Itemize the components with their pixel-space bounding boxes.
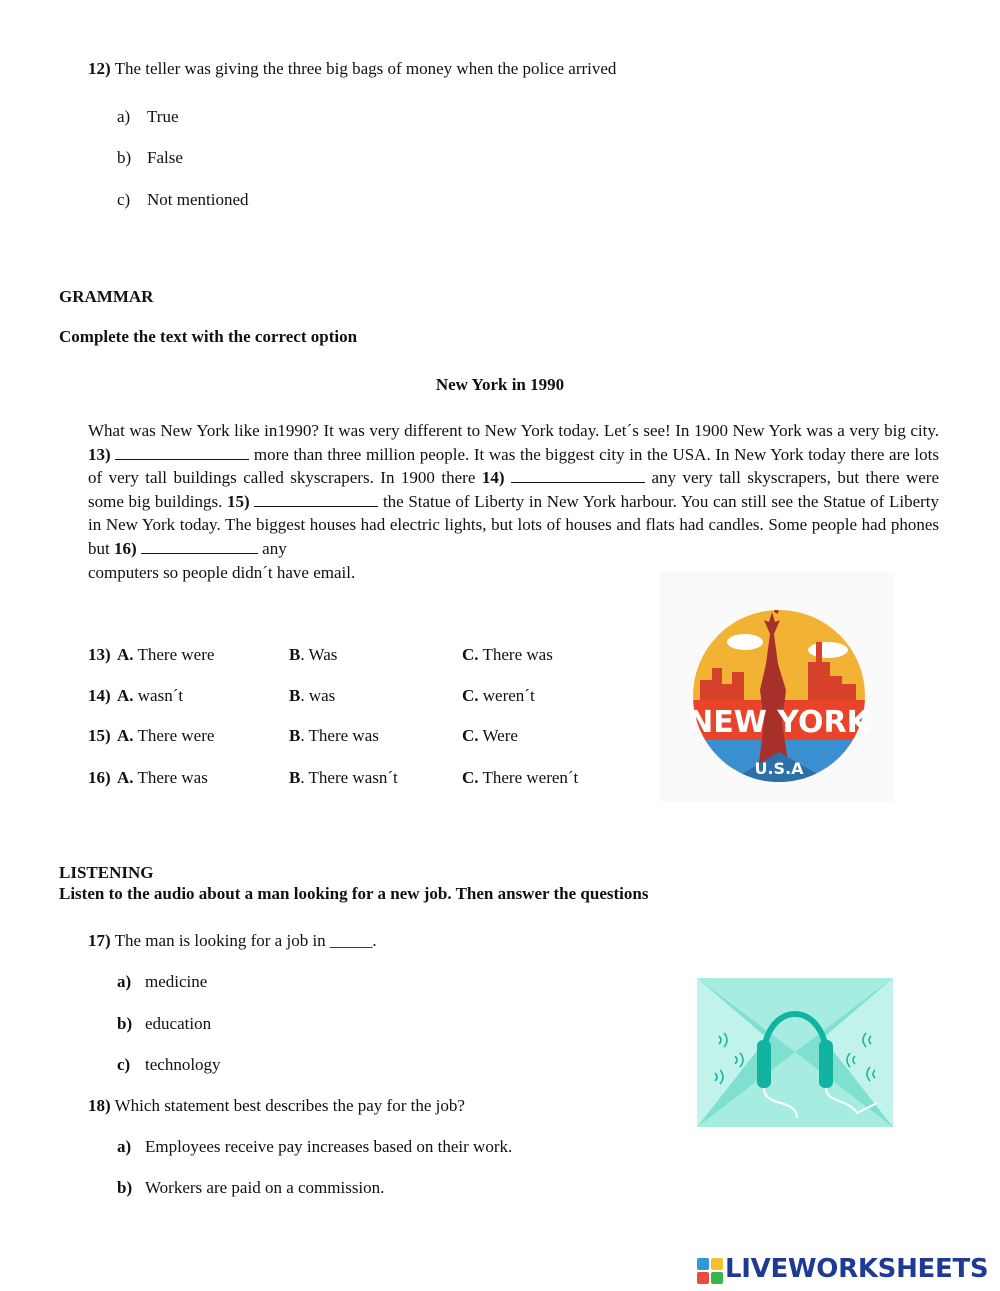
- question-text: The teller was giving the three big bags of money when the police arrived: [114, 59, 617, 78]
- option-17b[interactable]: [117, 1014, 211, 1034]
- question-17: [88, 931, 377, 951]
- blank-15[interactable]: [254, 492, 378, 507]
- headphones-image: [697, 978, 893, 1127]
- liveworksheets-logo[interactable]: [697, 1254, 995, 1288]
- question-number: 14): [88, 686, 111, 705]
- question-12: [88, 59, 616, 79]
- logo-text: LIVEWORKSHEETS: [725, 1254, 989, 1284]
- option-12a[interactable]: [117, 107, 179, 127]
- option-a[interactable]: A. wasn´t: [117, 686, 184, 705]
- option-letter: b): [117, 1014, 133, 1033]
- question-text: The man is looking for a job in _____.: [114, 931, 377, 950]
- option-c[interactable]: C. Were: [462, 726, 518, 745]
- option-a[interactable]: A. There were: [117, 726, 215, 745]
- option-text: medicine: [145, 972, 208, 991]
- option-text: Workers are paid on a commission.: [145, 1178, 385, 1197]
- option-text: True: [147, 107, 179, 126]
- option-text: Not mentioned: [147, 190, 249, 209]
- question-18: [88, 1096, 465, 1116]
- grammar-heading: GRAMMAR: [59, 287, 154, 306]
- question-number: 15): [88, 726, 111, 745]
- option-b[interactable]: B. There was: [289, 726, 379, 745]
- option-letter: a): [117, 1137, 132, 1156]
- option-b[interactable]: B. Was: [289, 645, 338, 664]
- passage-text: computers so people didn´t have email.: [88, 562, 356, 582]
- option-letter: a): [117, 972, 132, 991]
- passage-text: the Statue of Liberty in New York harbour. You can still see the Statue of Liberty in New York today. The biggest houses had electric lights, but lots of houses and flats had candles. Some people had phones but: [88, 491, 940, 558]
- option-letter: b): [117, 148, 132, 167]
- option-b[interactable]: B. There wasn´t: [289, 768, 398, 787]
- option-c[interactable]: C. weren´t: [462, 686, 535, 705]
- blank-16[interactable]: [141, 539, 258, 554]
- option-a[interactable]: A. There were: [117, 645, 215, 664]
- blank-14[interactable]: [511, 468, 645, 483]
- passage-text: more than three million people. It was the biggest city in the USA. In New York today there are lots of very tall buildings called skyscrapers. In 1900 there: [88, 444, 939, 488]
- option-17c[interactable]: [117, 1055, 221, 1075]
- blank-13[interactable]: [115, 445, 249, 460]
- listening-heading: LISTENING: [59, 863, 154, 882]
- new-york-badge-image: [660, 572, 894, 802]
- passage-title: New York in 1990: [435, 375, 565, 394]
- question-number: 12): [88, 59, 111, 78]
- option-text: Employees receive pay increases based on their work.: [145, 1137, 513, 1156]
- question-number: 13): [88, 645, 111, 664]
- option-letter: c): [117, 1055, 131, 1074]
- question-text: Which statement best describes the pay for the job?: [114, 1096, 465, 1115]
- listening-instruction: Listen to the audio about a man looking for a new job. Then answer the questions: [59, 884, 649, 903]
- option-letter: b): [117, 1178, 133, 1197]
- option-12c[interactable]: [117, 190, 249, 210]
- option-text: False: [147, 148, 183, 167]
- badge-subtext: U.S.A: [754, 759, 804, 778]
- passage-text: What was New York like in1990? It was very different to New York today. Let´s see! In 1900 New York was a very big city.: [88, 421, 939, 440]
- badge-text: NEW YORK: [688, 705, 870, 740]
- blank-number-15: 15): [227, 491, 250, 511]
- question-number: 17): [88, 931, 111, 950]
- option-text: education: [145, 1014, 212, 1033]
- blank-number-14: 14): [481, 468, 505, 488]
- blank-number-16: 16): [113, 538, 137, 558]
- blank-number-13: 13): [88, 444, 111, 464]
- option-c[interactable]: C. There was: [462, 645, 553, 664]
- grammar-passage: [88, 419, 939, 584]
- option-b[interactable]: B. was: [289, 686, 336, 705]
- option-c[interactable]: C. There weren´t: [462, 768, 579, 787]
- option-letter: a): [117, 107, 131, 126]
- question-number: 18): [88, 1096, 111, 1115]
- option-18b[interactable]: [117, 1178, 384, 1198]
- option-18a[interactable]: [117, 1137, 512, 1157]
- option-a[interactable]: A. There was: [117, 768, 208, 787]
- liveworksheets-icon: [697, 1258, 723, 1284]
- question-number: 16): [88, 768, 111, 787]
- option-letter: c): [117, 190, 131, 209]
- grammar-instruction: Complete the text with the correct option: [59, 327, 358, 346]
- option-12b[interactable]: [117, 148, 183, 168]
- passage-text: any: [262, 538, 287, 558]
- passage-text: any very tall skyscrapers, but there were some big buildings.: [88, 468, 939, 511]
- option-17a[interactable]: [117, 972, 207, 992]
- option-text: technology: [145, 1055, 221, 1074]
